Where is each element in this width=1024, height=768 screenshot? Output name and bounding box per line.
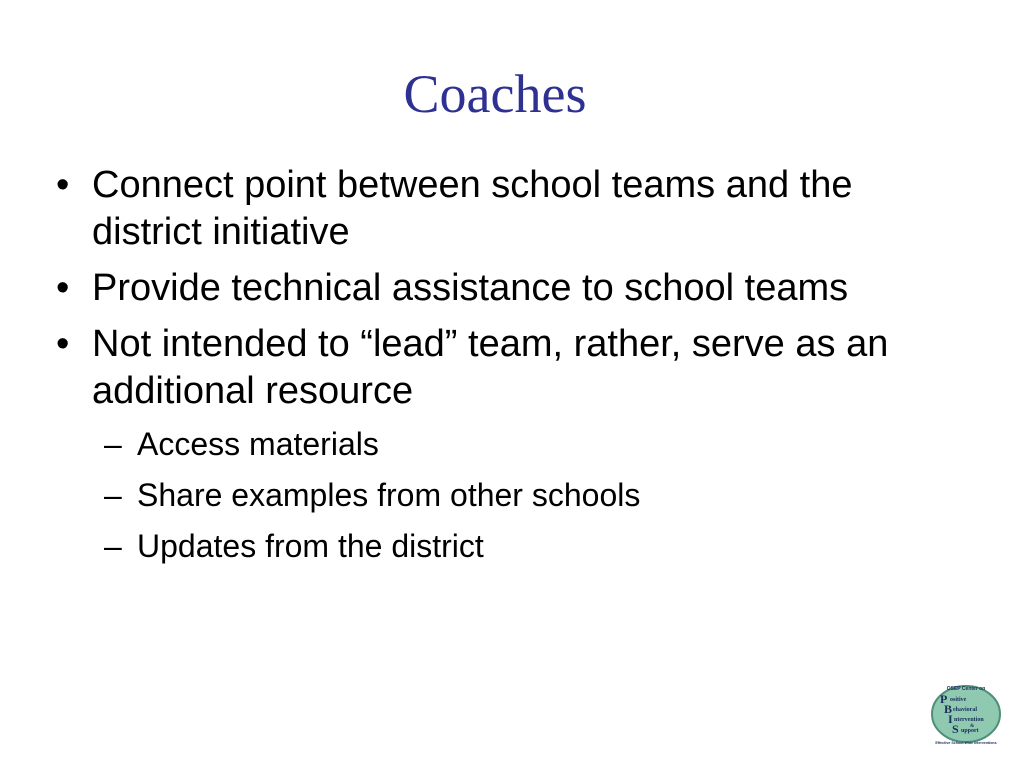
logo-word-positive: ositive [950, 697, 967, 703]
bullet-text: Connect point between school teams and the district initiative [92, 164, 853, 253]
logo-letter-b: B [944, 702, 953, 716]
bullet-dot-icon: • [56, 323, 70, 365]
bullet-dot-icon: • [56, 267, 70, 309]
bullet-list [0, 162, 1024, 577]
sub-bullet-item [0, 424, 1024, 464]
slide-title: Coaches [403, 64, 587, 124]
logo-word-ampersand: & [970, 724, 975, 729]
bullet-item [0, 162, 952, 256]
bullet-text: Provide technical assistance to school teams [92, 267, 849, 309]
bullet-item [0, 265, 952, 312]
logo-top-text: OSEP Center on [946, 686, 986, 692]
logo-word-support: upport [961, 728, 979, 734]
logo-word-behavioral: ehavioral [953, 707, 977, 713]
sub-bullet-text: Access materials [137, 426, 379, 462]
bullet-dot-icon: • [56, 164, 70, 206]
logo-letter-i: I [948, 712, 953, 726]
logo-word-intervention: ntervention [954, 717, 984, 723]
logo-letter-s: S [952, 722, 959, 736]
sub-bullet-text: Updates from the district [137, 528, 484, 564]
dash-icon: – [104, 426, 122, 462]
dash-icon: – [104, 528, 122, 564]
logo-letter-p: P [940, 692, 948, 706]
dash-icon: – [104, 477, 122, 513]
bullet-text: Not intended to “lead” team, rather, serve as an additional resource [92, 323, 889, 412]
sub-bullet-item [0, 475, 1024, 515]
pbis-logo [926, 682, 1006, 746]
bullet-item [0, 321, 952, 415]
logo-bottom-text: Effective School-Wide Interventions [935, 741, 997, 745]
sub-bullet-text: Share examples from other schools [137, 477, 641, 513]
sub-bullet-item [0, 526, 1024, 566]
